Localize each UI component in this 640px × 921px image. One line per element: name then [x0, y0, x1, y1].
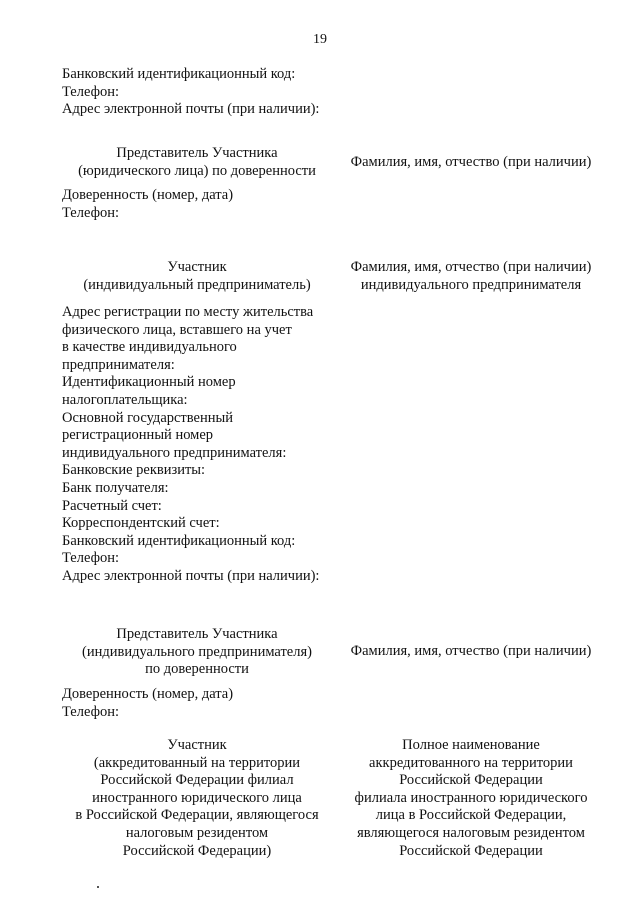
- field-label: Адрес регистрации по месту жительства: [62, 304, 314, 320]
- heading-line: Участник: [167, 259, 227, 275]
- rep-legal-name-caption: [340, 154, 602, 172]
- field-label: Расчетный счет:: [62, 497, 162, 514]
- heading-line: Представитель Участника: [116, 145, 278, 161]
- field-label: Доверенность (номер, дата): [62, 686, 234, 702]
- field-label: Доверенность (номер, дата): [62, 187, 234, 203]
- caption-line: Российской Федерации: [399, 772, 543, 789]
- rep-ip-name-caption: [340, 643, 602, 661]
- field-label: Телефон:: [62, 83, 120, 100]
- participant-branch-name-caption: [340, 737, 602, 860]
- contact-block-legal: [62, 66, 319, 119]
- power-of-attorney-block-ip: [62, 686, 233, 721]
- heading-line: по доверенности: [145, 661, 249, 678]
- caption-line: являющегося налоговым резидентом: [357, 824, 585, 841]
- scan-speck: [97, 886, 99, 888]
- field-label: в качестве индивидуального: [62, 339, 237, 356]
- field-label: регистрационный номер: [62, 427, 214, 444]
- caption-line: Полное наименование: [402, 737, 540, 753]
- heading-line: (аккредитованный на территории: [93, 754, 301, 771]
- field-label: Банковский идентификационный код:: [62, 66, 296, 82]
- caption-line: Фамилия, имя, отчество (при наличии): [350, 259, 592, 275]
- caption-line: Фамилия, имя, отчество (при наличии): [350, 154, 592, 170]
- field-label: Адрес электронной почты (при наличии):: [62, 567, 320, 584]
- field-label: Банк получателя:: [62, 479, 169, 496]
- heading-line: Представитель Участника: [116, 626, 278, 642]
- participant-branch-heading: [52, 737, 342, 860]
- field-label: Основной государственный: [62, 409, 233, 426]
- field-label: Корреспондентский счет:: [62, 515, 220, 532]
- caption-line: индивидуального предпринимателя: [360, 276, 582, 293]
- heading-line: (индивидуальный предприниматель): [83, 276, 311, 293]
- field-label: Банковские реквизиты:: [62, 462, 206, 479]
- caption-line: Фамилия, имя, отчество (при наличии): [350, 643, 592, 659]
- heading-line: налоговым резидентом: [125, 824, 269, 841]
- participant-ip-name-caption: [340, 259, 602, 294]
- participant-ip-heading: [52, 259, 342, 294]
- field-label: Телефон:: [62, 703, 120, 720]
- caption-line: филиала иностранного юридического: [354, 789, 588, 806]
- field-label: физического лица, вставшего на учет: [62, 321, 292, 338]
- caption-line: лица в Российской Федерации,: [375, 807, 567, 824]
- heading-line: Участник: [167, 737, 227, 753]
- heading-line: в Российской Федерации, являющегося: [75, 807, 319, 824]
- caption-line: Российской Федерации: [399, 842, 543, 859]
- heading-line: (юридического лица) по доверенности: [78, 162, 316, 179]
- heading-line: Российской Федерации): [122, 842, 272, 859]
- field-label: предпринимателя:: [62, 356, 175, 373]
- field-label: индивидуального предпринимателя:: [62, 444, 287, 461]
- field-label: Адрес электронной почты (при наличии):: [62, 101, 320, 118]
- ip-details-block: [62, 304, 319, 586]
- field-label: Телефон:: [62, 204, 120, 221]
- page-number: 19: [313, 32, 327, 47]
- power-of-attorney-block-legal: [62, 187, 233, 222]
- caption-line: аккредитованного на территории: [369, 754, 573, 771]
- field-label: Идентификационный номер: [62, 374, 236, 391]
- field-label: налогоплательщика:: [62, 391, 188, 408]
- rep-legal-heading: [52, 145, 342, 180]
- heading-line: (индивидуального предпринимателя): [82, 643, 312, 660]
- field-label: Телефон:: [62, 550, 120, 567]
- heading-line: Российской Федерации филиал: [100, 772, 294, 789]
- heading-line: иностранного юридического лица: [92, 789, 302, 806]
- rep-ip-heading: [52, 626, 342, 679]
- field-label: Банковский идентификационный код:: [62, 532, 296, 549]
